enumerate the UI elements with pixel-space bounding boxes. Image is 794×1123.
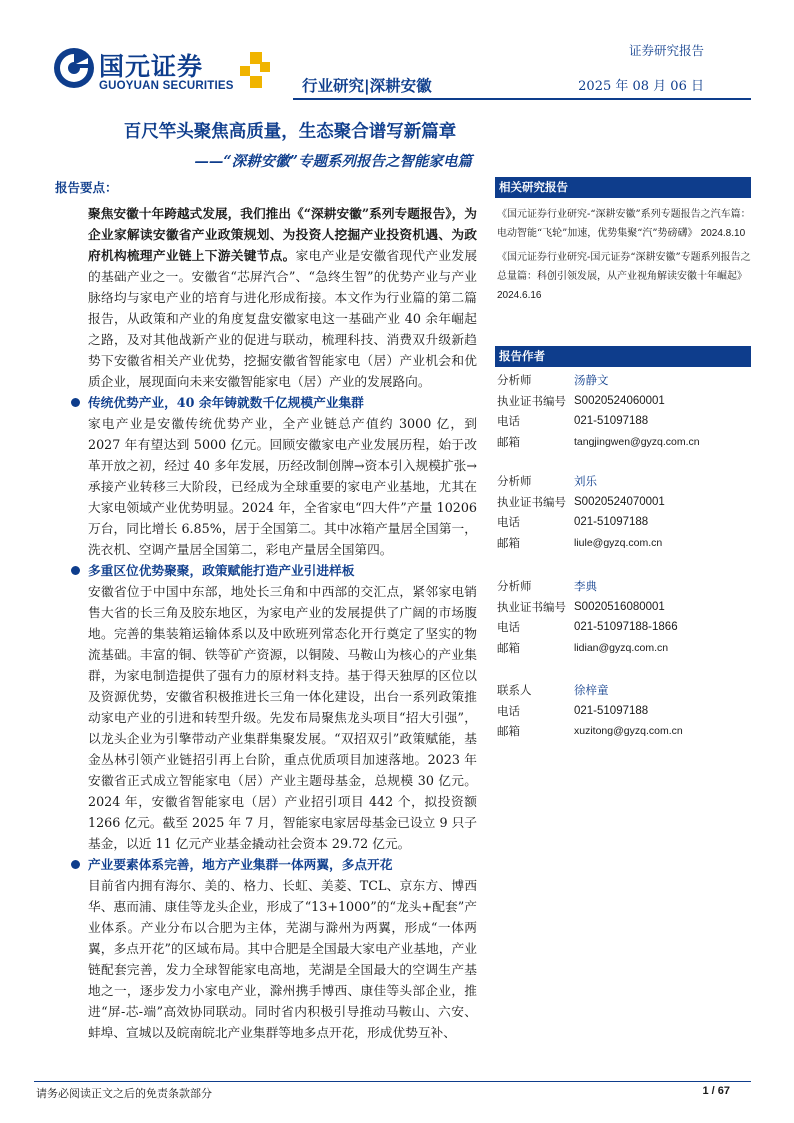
summary-lead-text: 家电产业是安徽省现代产业发展的基础产业之一。安徽省“芯屏汽合”、“急终生智”的优势产业与产业脉络均与家电产业的培育与进化形成衔接。本文作为行业篇的第二篇报告，从政策和产业的角度复盘安徽家电这一基础产业 40 余年崛起之路，及对其他战新产业的促进与联动，梳理科技、消费双升级新趋势下安徽省相关产业优势，挖掘安徽省智能家电（居）产业机会和优质企业，展现面向未来安徽智能家电（居）产业的发展路向。 bbox=[88, 248, 478, 389]
summary-label: 报告要点： bbox=[55, 180, 118, 195]
related-report-item[interactable]: 《国元证券行业研究-国元证券“深耕安徽”专题系列报告之总量篇：科创引领发展，从产业视角解读安徽十年崛起》 2024.6.16 bbox=[497, 252, 751, 301]
header-section: 行业研究|深耕安徽 bbox=[302, 77, 432, 95]
summary-body bbox=[88, 203, 477, 1043]
page-number: 1 / 67 bbox=[702, 1085, 730, 1097]
section-body: 目前省内拥有海尔、美的、格力、长虹、美菱、TCL、京东方、博西华、惠而浦、康佳等龙头企业，形成了“13+1000”的“龙头+配套”产业体系。产业分布以合肥为主体，芜湖与滁州为两翼，形成“一体两翼，多点开花”的区域布局。其中合肥是全国最大家电产业基地，产业链配套完善，发力全球智能家电高地，芜湖是全国最大的空调生产基地之一，逐步发力小家电产业，滁州携手博西、康佳等头部企业，推进“屏-芯-端”高效协同联动。同时省内积极引导推动马鞍山、六安、蚌埠、宣城以及皖南皖北产业集群等地多点开花，形成优势互补、 bbox=[88, 878, 477, 1040]
page-title: 百尺竿头聚焦高质量，生态聚合谱写新篇章 bbox=[123, 122, 457, 142]
brand-name-cn: 国元证券 bbox=[99, 52, 204, 81]
brand-name-en: GUOYUAN SECURITIES bbox=[99, 80, 234, 92]
email-link[interactable]: tangjingwen@gyzq.com.cn bbox=[574, 435, 700, 448]
cert-number: S0020524070001 bbox=[574, 495, 665, 508]
related-research-list bbox=[497, 205, 753, 305]
section-heading: 多重区位优势聚聚，政策赋能打造产业引进样板 bbox=[88, 560, 477, 581]
phone: 021-51097188 bbox=[574, 516, 649, 529]
analyst-name: 李典 bbox=[574, 579, 597, 593]
section-heading: 产业要素体系完善，地方产业集群一体两翼，多点开花 bbox=[88, 854, 477, 875]
contact-card: 联系人 徐梓童 电话 021-51097188 邮箱 xuzitong@gyzq.com.cn bbox=[497, 680, 753, 742]
email-link[interactable]: lidian@gyzq.com.cn bbox=[574, 641, 669, 654]
report-type: 证券研究报告 bbox=[628, 43, 704, 58]
phone: 021-51097188 bbox=[574, 704, 649, 717]
email-link[interactable]: xuzitong@gyzq.com.cn bbox=[574, 725, 683, 738]
bullet-icon bbox=[71, 860, 80, 869]
report-date: 2025 年 08 月 06 日 bbox=[578, 79, 704, 94]
summary-lead-bold: 聚焦安徽十年跨越式发展，我们推出《“深耕安徽”系列专题报告》，为企业家解读安徽省产业政策规划、为投资人挖掘产业投资机遇、为政府机构梳理产业链上下游关键节点。 bbox=[88, 206, 477, 263]
bullet-icon bbox=[71, 398, 80, 407]
logo-emblem-icon bbox=[52, 46, 96, 90]
analyst-card: 分析师 汤静文 执业证书编号 S0020524060001 电话 021-51097188 邮箱 tangjingwen@gyzq.com.cn bbox=[497, 370, 753, 452]
phone: 021-51097188 bbox=[574, 415, 649, 428]
bullet-icon bbox=[71, 566, 80, 575]
page-subtitle: ——“深耕安徽”专题系列报告之智能家电篇 bbox=[194, 153, 472, 170]
authors-header: 报告作者 bbox=[495, 346, 751, 367]
brand-accent-squares-icon bbox=[236, 52, 272, 92]
phone: 021-51097188-1866 bbox=[574, 621, 678, 634]
footer-divider bbox=[34, 1081, 751, 1082]
analyst-name: 刘乐 bbox=[574, 474, 597, 488]
cert-number: S0020524060001 bbox=[574, 394, 665, 407]
related-research-header: 相关研究报告 bbox=[495, 177, 751, 198]
section-body: 家电产业是安徽传统优势产业，全产业链总产值约 3000 亿，到 2027 年有望达到 5000 亿元。回顾安徽家电产业发展历程，始于改革开放之初，经过 40 多年发展，历经改制创牌→资本引入规模扩张→承接产业转移三大阶段，已经成为全球重要的家电产业基地，尤其在大家电领域产业优势明显。2024 年，全省家电“四大件”产量 10206 万台，同比增长 6.85%，居于全国第二。其中冰箱产量居全国第一，洗衣机、空调产量居全国第二，彩电产量居全国第四。 bbox=[88, 416, 477, 557]
disclaimer-note: 请务必阅读正文之后的免责条款部分 bbox=[36, 1087, 212, 1100]
related-report-item[interactable]: 《国元证券行业研究-“深耕安徽”系列专题报告之汽车篇：电动智能“飞轮”加速，优势集聚“汽”势磅礴》 2024.8.10 bbox=[497, 209, 751, 239]
cert-number: S0020516080001 bbox=[574, 600, 665, 613]
summary-lead bbox=[88, 203, 477, 392]
section-body: 安徽省位于中国中东部，地处长三角和中西部的交汇点，紧邻家电销售大省的长三角及胶东地区，为家电产业的发展提供了广阔的市场腹地。完善的集装箱运输体系以及中欧班列常态化开行奠定了坚实的物流基础。丰富的铜、铁等矿产资源，以铜陵、马鞍山为核心的产业集群，为家电制造提供了强有力的原材料支持。基于得天独厚的区位以及资源优势，安徽省积极推进长三角一体化建设，出台一系列政策推动家电产业的引进和转型升级。先发布局聚焦龙头项目“招大引强”，以龙头企业为引擎带动产业集群集聚发展。“双招双引”政策赋能，基金丛林引领产业链招引再上台阶，重点优质项目加速落地。2023 年安徽省正式成立智能家电（居）产业主题母基金，总规模 30 亿元。2024 年，安徽省智能家电（居）产业招引项目 442 个，拟投资额 1266 亿元。截至 2025 年 7 月，智能家电家居母基金已设立 9 只子基金，以近 11 亿元产业基金撬动社会资本 29.72 亿元。 bbox=[88, 584, 477, 851]
analyst-card: 分析师 刘乐 执业证书编号 S0020524070001 电话 021-51097188 邮箱 liule@gyzq.com.cn bbox=[497, 471, 753, 553]
email-link[interactable]: liule@gyzq.com.cn bbox=[574, 536, 663, 549]
header-divider bbox=[293, 98, 751, 100]
analyst-name: 汤静文 bbox=[574, 373, 609, 387]
contact-name: 徐梓童 bbox=[574, 683, 609, 697]
section-heading: 传统优势产业，40 余年铸就数千亿规模产业集群 bbox=[88, 392, 477, 413]
analyst-card: 分析师 李典 执业证书编号 S0020516080001 电话 021-51097188-1866 邮箱 lidian@gyzq.com.cn bbox=[497, 576, 753, 658]
